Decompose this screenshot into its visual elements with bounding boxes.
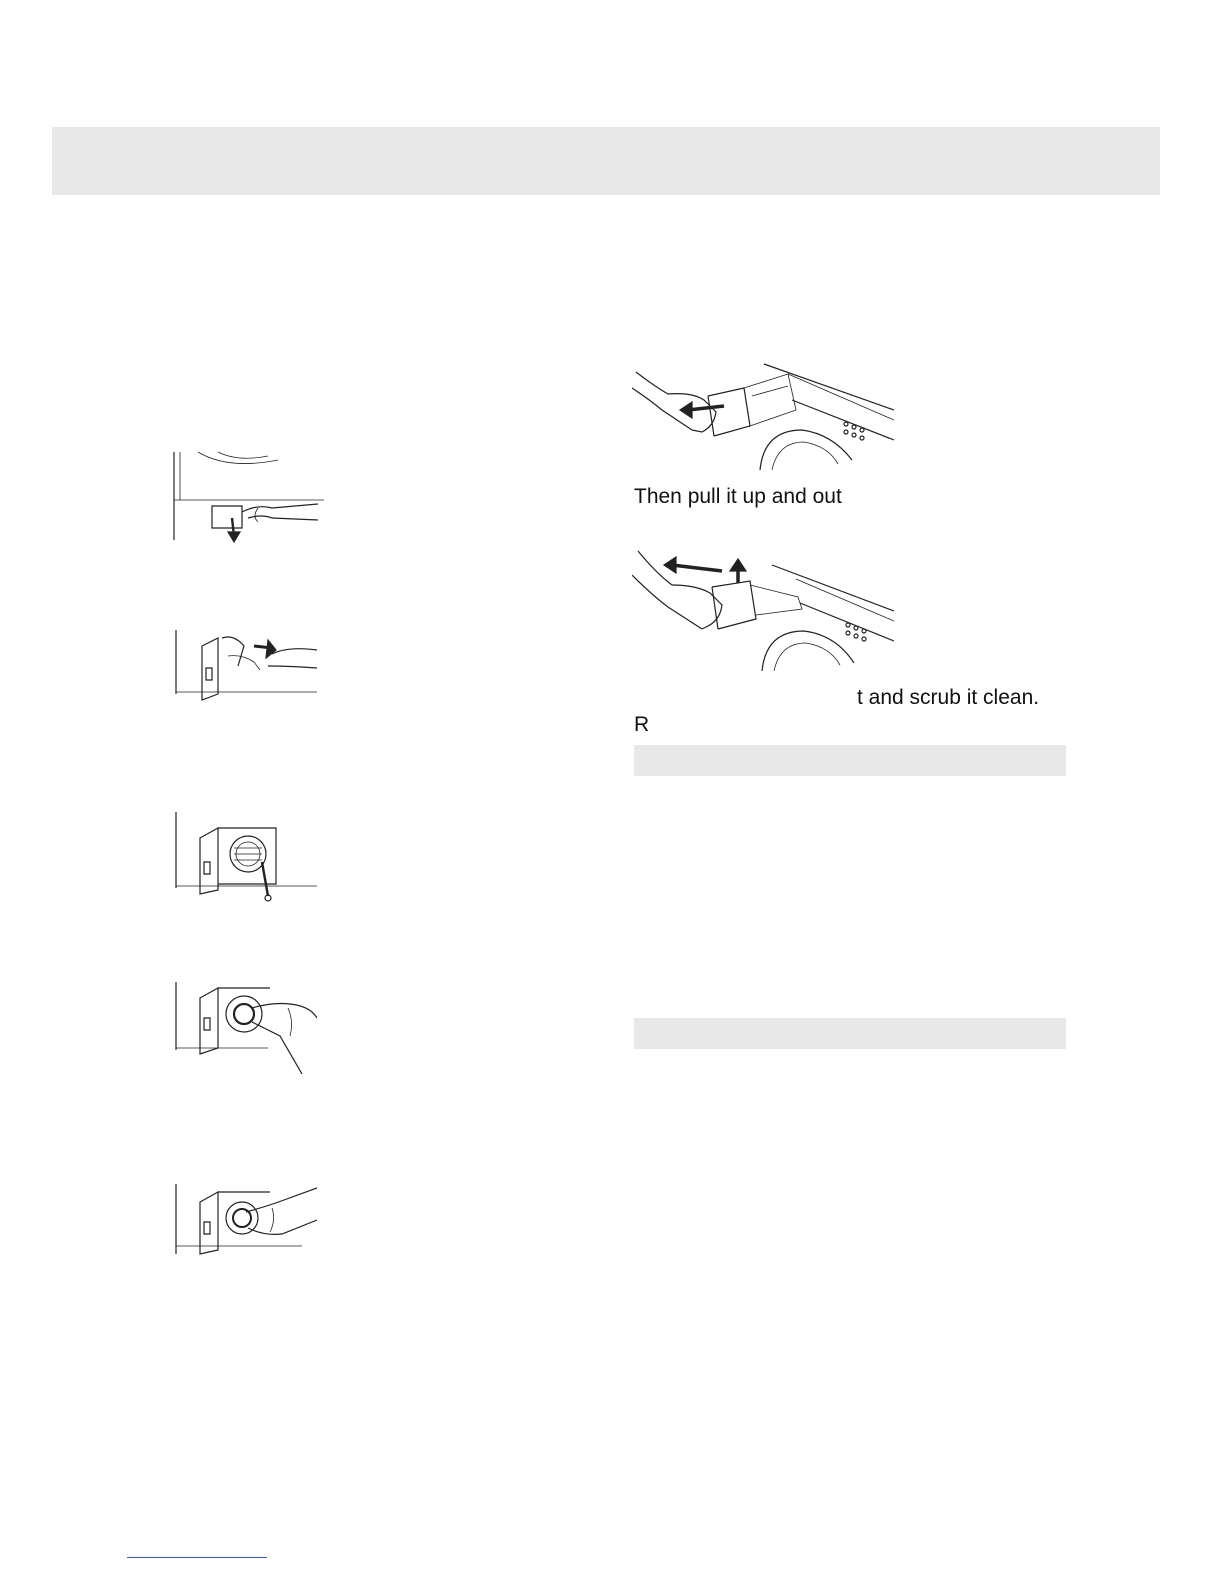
drawer-lift-figure: [632, 545, 894, 671]
drain-cover-open-figure: [168, 448, 324, 552]
section-header-bar: [52, 127, 1160, 195]
info-box-bar-1: [634, 745, 1066, 776]
caption-pull-out: Then pull it up and out: [634, 485, 842, 508]
pump-cap-figure: [172, 808, 317, 904]
filter-unscrew-figure: [172, 978, 317, 1074]
hose-pull-out-figure: [172, 626, 317, 702]
drawer-pull-figure: [632, 360, 894, 470]
caption-scrub-fragment: t and scrub it clean.: [857, 686, 1040, 709]
filter-refit-figure: [172, 1180, 317, 1256]
footer-link-underline[interactable]: [127, 1557, 267, 1558]
info-box-bar-2: [634, 1018, 1066, 1049]
caption-r-fragment: R: [634, 713, 650, 736]
